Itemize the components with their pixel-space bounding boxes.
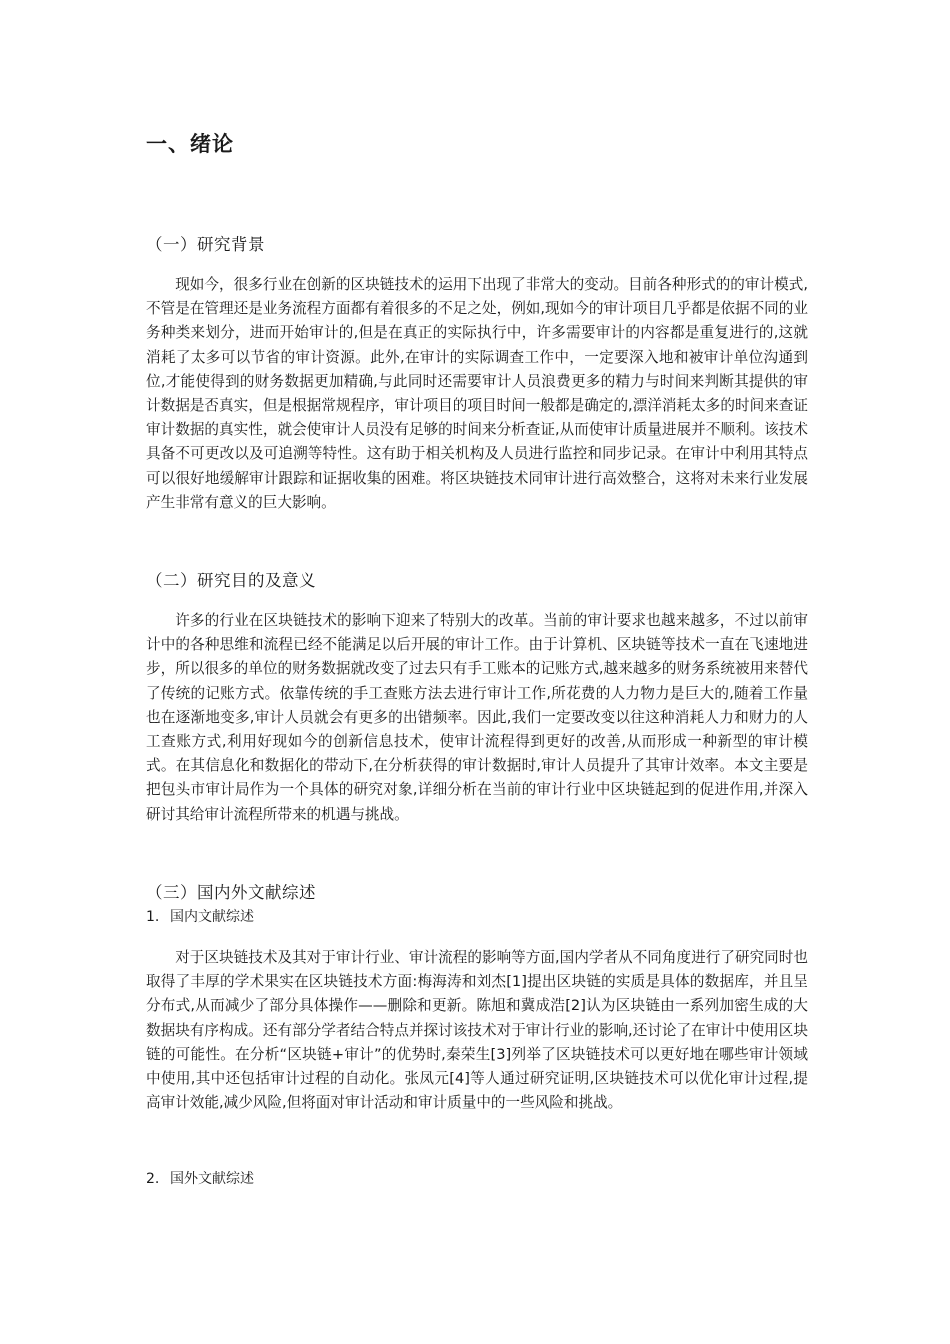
paragraph-purpose: 许多的行业在区块链技术的影响下迎来了特别大的改革。当前的审计要求也越来越多，不过以前审计中的各种思维和流程已经不能满足以后开展的审计工作。由于计算机、区块链等技术一直在飞速地进步，所以很多的单位的财务数据就改变了过去只有手工账本的记账方式,越来越多的财务系统被用来替代了传统的记账方式。依靠传统的手工查账方法去进行审计工作,所花费的人力物力是巨大的,随着工作量也在逐渐地变多,审计人员就会有更多的出错频率。因此,我们一定要改变以往这种消耗人力和财力的人工查账方式,利用好现如今的创新信息技术，使审计流程得到更好的改善,从而形成一种新型的审计模式。在其信息化和数据化的带动下,在分析获得的审计数据时,审计人员提升了其审计效率。本文主要是把包头市审计局作为一个具体的研究对象,详细分析在当前的审计行业中区块链起到的促进作用,并深入研讨其给审计流程所带来的机遇与挑战。 bbox=[146, 612, 808, 823]
subsection-title: 国内文献综述 bbox=[170, 909, 254, 925]
paragraph-background: 现如今，很多行业在创新的区块链技术的运用下出现了非常大的变动。目前各种形式的的审计模式,不管是在管理还是业务流程方面都有着很多的不足之处，例如,现如今的审计项目几乎都是依据不同的业务种类来划分，进而开始审计的,但是在真正的实际执行中，许多需要审计的内容都是重复进行的,这就消耗了太多可以节省的审计资源。此外,在审计的实际调查工作中，一定要深入地和被审计单位沟通到位,才能使得到的财务数据更加精确,与此同时还需要审计人员浪费更多的精力与时间来判断其提供的审计数据是否真实，但是根据常规程序，审计项目的项目时间一般都是确定的,漂洋消耗太多的时间来查证审计数据的真实性，就会使审计人员没有足够的时间来分析查证,从而使审计质量进展并不顺利。该技术具备不可更改以及可追溯等特性。这有助于相关机构及人员进行监控和同步记录。在审计中利用其特点可以很好地缓解审计跟踪和证据收集的困难。将区块链技术同审计进行高效整合，这将对未来行业发展产生非常有意义的巨大影响。 bbox=[146, 276, 808, 511]
section-heading-purpose: （二）研究目的及意义 bbox=[146, 571, 316, 590]
subsection-title: 国外文献综述 bbox=[170, 1171, 254, 1187]
section-heading-background: （一）研究背景 bbox=[146, 235, 265, 254]
chapter-title: 一、绪论 bbox=[146, 132, 234, 156]
subsection-heading-domestic bbox=[146, 906, 254, 926]
subsection-number: 2. bbox=[146, 1171, 160, 1187]
subsection-number: 1. bbox=[146, 909, 160, 925]
paragraph-domestic-review: 对于区块链技术及其对于审计行业、审计流程的影响等方面,国内学者从不同角度进行了研究同时也取得了丰厚的学术果实在区块链技术方面:梅海涛和刘杰[1]提出区块链的实质是具体的数据库，并且呈分布式,从而减少了部分具体操作——删除和更新。陈旭和冀成浩[2]认为区块链由一系列加密生成的大数据块有序构成。还有部分学者结合特点并探讨该技术对于审计行业的影响,还讨论了在审计中使用区块链的可能性。在分析“区块链+审计”的优势时,秦荣生[3]列举了区块链技术可以更好地在哪些审计领域中使用,其中还包括审计过程的自动化。张凤元[4]等人通过研究证明,区块链技术可以优化审计过程,提高审计效能,减少风险,但将面对审计活动和审计质量中的一些风险和挑战。 bbox=[146, 949, 808, 1112]
subsection-heading-foreign bbox=[146, 1168, 254, 1188]
section-heading-literature-review: （三）国内外文献综述 bbox=[146, 883, 316, 902]
